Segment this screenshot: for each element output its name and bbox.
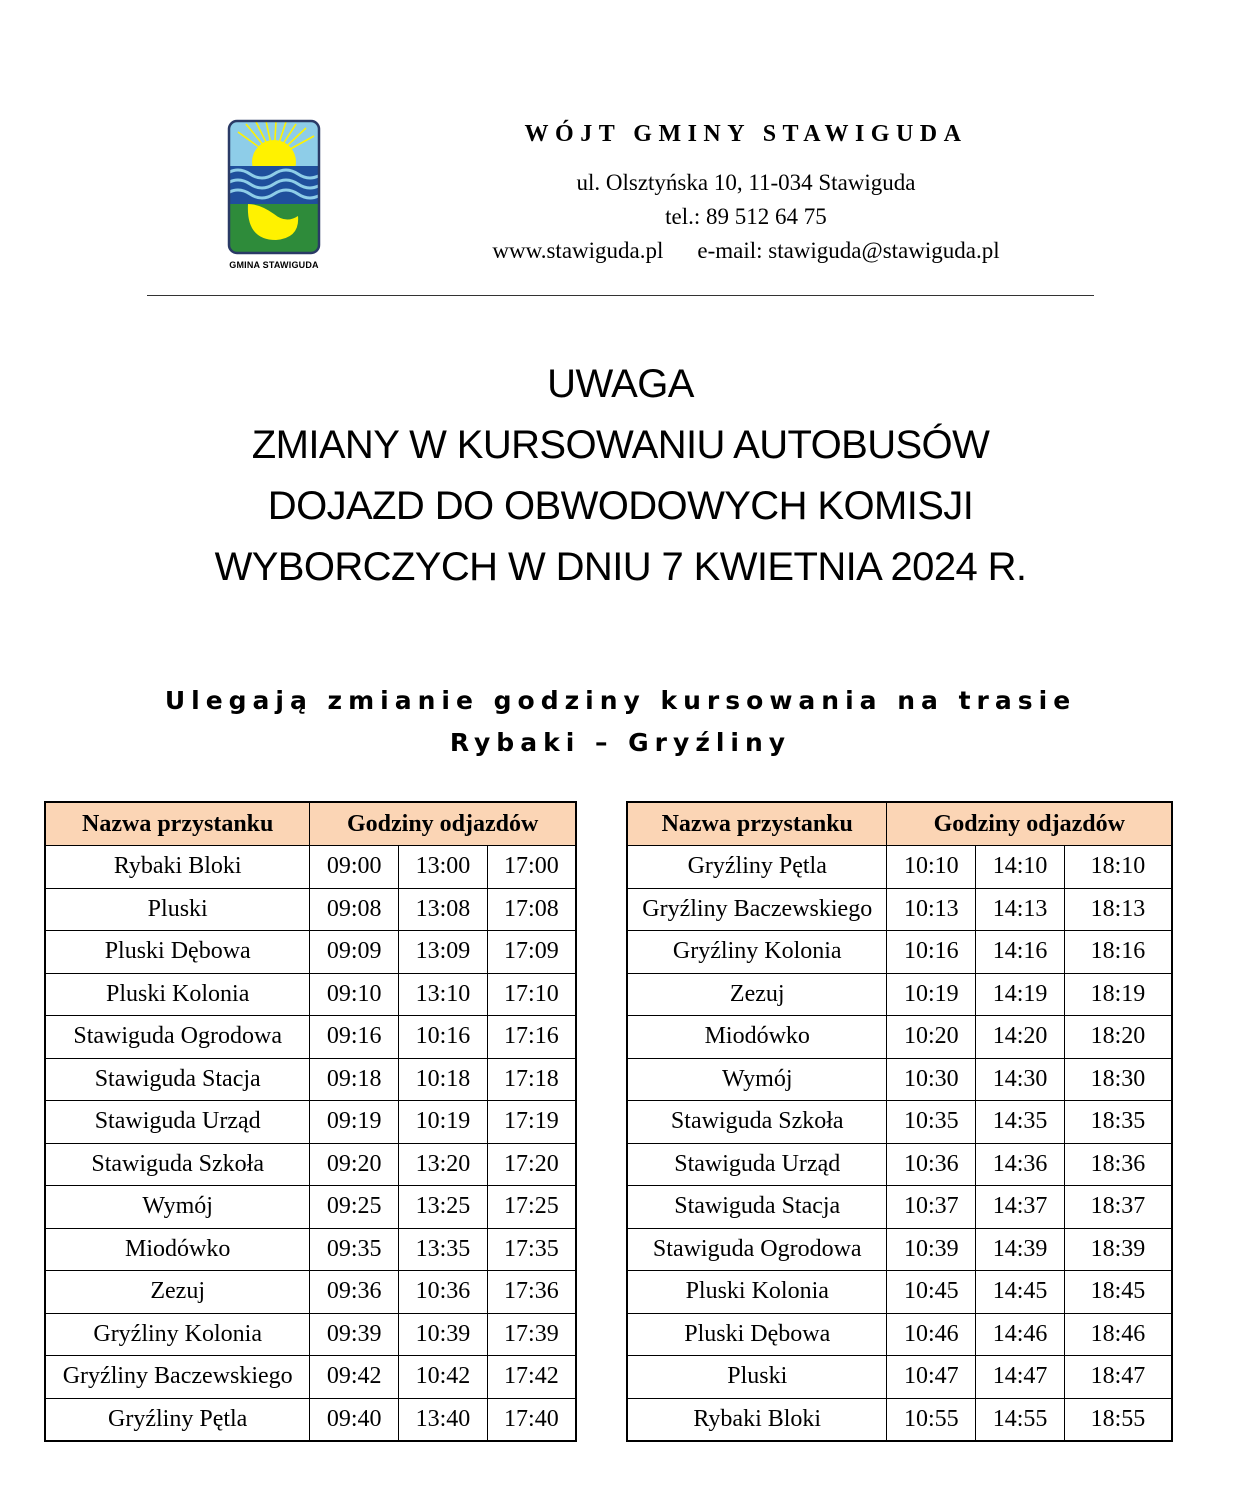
stop-name-cell: Pluski Dębowa [627, 1313, 887, 1356]
departure-time-cell: 14:19 [976, 973, 1065, 1016]
departure-time-cell: 09:19 [310, 1101, 399, 1144]
subtitle-line-2: Rybaki – Gryźliny [449, 728, 792, 757]
stop-name-cell: Rybaki Bloki [45, 846, 310, 889]
departure-time-cell: 18:36 [1064, 1143, 1172, 1186]
departure-time-cell: 14:35 [976, 1101, 1065, 1144]
departure-time-cell: 13:40 [399, 1398, 488, 1441]
stop-name-cell: Gryźliny Pętla [627, 846, 887, 889]
departure-time-cell: 13:09 [399, 931, 488, 974]
departure-time-cell: 09:08 [310, 888, 399, 931]
table-row [627, 1143, 1172, 1186]
stop-name-cell: Gryźliny Kolonia [45, 1313, 310, 1356]
departure-time-cell: 10:20 [887, 1016, 976, 1059]
departure-time-cell: 14:30 [976, 1058, 1065, 1101]
departure-time-cell: 13:20 [399, 1143, 488, 1186]
departure-time-cell: 17:40 [487, 1398, 576, 1441]
departure-time-cell: 17:20 [487, 1143, 576, 1186]
departure-time-cell: 13:25 [399, 1186, 488, 1229]
table-row [627, 1271, 1172, 1314]
departure-time-cell: 10:16 [399, 1016, 488, 1059]
departure-time-cell: 18:39 [1064, 1228, 1172, 1271]
departure-time-cell: 14:16 [976, 931, 1065, 974]
column-header-stop: Nazwa przystanku [627, 802, 887, 846]
departure-time-cell: 09:36 [310, 1271, 399, 1314]
departure-time-cell: 10:10 [887, 846, 976, 889]
notice-title [60, 354, 1181, 598]
departure-time-cell: 10:30 [887, 1058, 976, 1101]
table-row [45, 1228, 576, 1271]
departure-time-cell: 18:37 [1064, 1186, 1172, 1229]
departure-time-cell: 10:19 [887, 973, 976, 1016]
departure-time-cell: 09:00 [310, 846, 399, 889]
departure-time-cell: 10:18 [399, 1058, 488, 1101]
table-row [45, 1058, 576, 1101]
table-row [45, 1143, 576, 1186]
departure-time-cell: 09:10 [310, 973, 399, 1016]
departure-time-cell: 10:13 [887, 888, 976, 931]
table-row [45, 888, 576, 931]
stop-name-cell: Stawiguda Ogrodowa [45, 1016, 310, 1059]
stop-name-cell: Stawiguda Urząd [45, 1101, 310, 1144]
stop-name-cell: Zezuj [627, 973, 887, 1016]
departure-time-cell: 17:42 [487, 1356, 576, 1399]
departure-time-cell: 09:35 [310, 1228, 399, 1271]
departure-time-cell: 10:47 [887, 1356, 976, 1399]
table-row [627, 1398, 1172, 1441]
table-row [627, 1016, 1172, 1059]
stop-name-cell: Stawiguda Ogrodowa [627, 1228, 887, 1271]
table-row [45, 973, 576, 1016]
subtitle-line-1: Ulegają zmianie godziny kursowania na trasie [164, 686, 1077, 715]
address: ul. Olsztyńska 10, 11-034 Stawiguda [576, 170, 916, 195]
departure-time-cell: 09:09 [310, 931, 399, 974]
email-link[interactable]: e-mail: stawiguda@stawiguda.pl [697, 238, 1000, 263]
stop-name-cell: Pluski [45, 888, 310, 931]
stop-name-cell: Gryźliny Pętla [45, 1398, 310, 1441]
stop-name-cell: Pluski Kolonia [45, 973, 310, 1016]
stop-name-cell: Stawiguda Szkoła [627, 1101, 887, 1144]
departure-time-cell: 09:16 [310, 1016, 399, 1059]
table-row [45, 1356, 576, 1399]
table-row [627, 1101, 1172, 1144]
table-row [627, 1356, 1172, 1399]
table-row [627, 888, 1172, 931]
departure-time-cell: 18:46 [1064, 1313, 1172, 1356]
departure-time-cell: 10:37 [887, 1186, 976, 1229]
table-row [627, 1228, 1172, 1271]
departure-time-cell: 14:55 [976, 1398, 1065, 1441]
table-row [45, 1313, 576, 1356]
departure-time-cell: 18:47 [1064, 1356, 1172, 1399]
contact-line [440, 234, 1052, 268]
departure-time-cell: 09:42 [310, 1356, 399, 1399]
departure-time-cell: 09:40 [310, 1398, 399, 1441]
departure-time-cell: 17:39 [487, 1313, 576, 1356]
departure-time-cell: 10:36 [887, 1143, 976, 1186]
table-row [627, 973, 1172, 1016]
departure-time-cell: 17:25 [487, 1186, 576, 1229]
departure-time-cell: 14:10 [976, 846, 1065, 889]
stop-name-cell: Pluski [627, 1356, 887, 1399]
departure-time-cell: 18:35 [1064, 1101, 1172, 1144]
table-row [45, 931, 576, 974]
departure-time-cell: 10:39 [399, 1313, 488, 1356]
stop-name-cell: Stawiguda Szkoła [45, 1143, 310, 1186]
gmina-logo [226, 118, 322, 274]
departure-time-cell: 10:46 [887, 1313, 976, 1356]
departure-time-cell: 10:45 [887, 1271, 976, 1314]
stop-name-cell: Gryźliny Baczewskiego [45, 1356, 310, 1399]
departure-time-cell: 14:36 [976, 1143, 1065, 1186]
title-line-2: ZMIANY W KURSOWANIU AUTOBUSÓW [251, 423, 990, 467]
organization-name: WÓJT GMINY STAWIGUDA [524, 121, 968, 147]
table-row [627, 1313, 1172, 1356]
timetable-body [45, 846, 576, 1442]
departure-time-cell: 17:08 [487, 888, 576, 931]
title-line-3: DOJAZD DO OBWODOWYCH KOMISJI [267, 484, 974, 528]
table-row [45, 846, 576, 889]
table-row [627, 1186, 1172, 1229]
stop-name-cell: Stawiguda Urząd [627, 1143, 887, 1186]
departure-time-cell: 18:30 [1064, 1058, 1172, 1101]
table-row [45, 1398, 576, 1441]
stop-name-cell: Stawiguda Stacja [627, 1186, 887, 1229]
departure-time-cell: 10:16 [887, 931, 976, 974]
departure-time-cell: 17:18 [487, 1058, 576, 1101]
departure-time-cell: 10:35 [887, 1101, 976, 1144]
header-divider [147, 295, 1094, 296]
departure-time-cell: 14:39 [976, 1228, 1065, 1271]
departure-time-cell: 17:19 [487, 1101, 576, 1144]
departure-time-cell: 17:00 [487, 846, 576, 889]
departure-time-cell: 14:20 [976, 1016, 1065, 1059]
departure-time-cell: 17:09 [487, 931, 576, 974]
departure-time-cell: 17:10 [487, 973, 576, 1016]
departure-time-cell: 13:10 [399, 973, 488, 1016]
departure-time-cell: 14:37 [976, 1186, 1065, 1229]
table-row [627, 1058, 1172, 1101]
website-link[interactable]: www.stawiguda.pl [492, 238, 664, 263]
departure-time-cell: 09:20 [310, 1143, 399, 1186]
departure-time-cell: 09:25 [310, 1186, 399, 1229]
title-line-1: UWAGA [547, 362, 694, 406]
phone: tel.: 89 512 64 75 [665, 204, 827, 229]
departure-time-cell: 18:10 [1064, 846, 1172, 889]
table-row [45, 1186, 576, 1229]
logo-caption: GMINA STAWIGUDA [229, 260, 319, 270]
table-header-row [627, 802, 1172, 846]
table-row [627, 931, 1172, 974]
departure-time-cell: 18:20 [1064, 1016, 1172, 1059]
stop-name-cell: Gryźliny Baczewskiego [627, 888, 887, 931]
departure-time-cell: 14:13 [976, 888, 1065, 931]
stop-name-cell: Gryźliny Kolonia [627, 931, 887, 974]
table-row [45, 1271, 576, 1314]
timetable-gryzliny-rybaki [626, 801, 1173, 1442]
departure-time-cell: 17:36 [487, 1271, 576, 1314]
departure-time-cell: 18:16 [1064, 931, 1172, 974]
departure-time-cell: 10:36 [399, 1271, 488, 1314]
departure-time-cell: 13:35 [399, 1228, 488, 1271]
departure-time-cell: 14:47 [976, 1356, 1065, 1399]
stop-name-cell: Wymój [45, 1186, 310, 1229]
departure-time-cell: 09:39 [310, 1313, 399, 1356]
departure-time-cell: 10:39 [887, 1228, 976, 1271]
departure-time-cell: 14:46 [976, 1313, 1065, 1356]
table-row [627, 846, 1172, 889]
column-header-times: Godziny odjazdów [310, 802, 576, 846]
stop-name-cell: Zezuj [45, 1271, 310, 1314]
column-header-stop: Nazwa przystanku [45, 802, 310, 846]
stop-name-cell: Wymój [627, 1058, 887, 1101]
timetable-body [627, 846, 1172, 1442]
departure-time-cell: 10:42 [399, 1356, 488, 1399]
timetable-rybaki-gryzliny [44, 801, 577, 1442]
departure-time-cell: 13:08 [399, 888, 488, 931]
departure-time-cell: 18:55 [1064, 1398, 1172, 1441]
departure-time-cell: 09:18 [310, 1058, 399, 1101]
title-line-4: WYBORCZYCH W DNIU 7 KWIETNIA 2024 R. [214, 545, 1027, 589]
departure-time-cell: 14:45 [976, 1271, 1065, 1314]
departure-time-cell: 10:55 [887, 1398, 976, 1441]
stop-name-cell: Stawiguda Stacja [45, 1058, 310, 1101]
coat-of-arms-icon [226, 118, 322, 256]
departure-time-cell: 18:13 [1064, 888, 1172, 931]
departure-time-cell: 17:16 [487, 1016, 576, 1059]
column-header-times: Godziny odjazdów [887, 802, 1172, 846]
departure-time-cell: 18:45 [1064, 1271, 1172, 1314]
stop-name-cell: Miodówko [627, 1016, 887, 1059]
departure-time-cell: 10:19 [399, 1101, 488, 1144]
letterhead [440, 116, 1052, 268]
departure-time-cell: 13:00 [399, 846, 488, 889]
notice-subtitle [60, 680, 1181, 764]
table-row [45, 1101, 576, 1144]
stop-name-cell: Pluski Kolonia [627, 1271, 887, 1314]
table-row [45, 1016, 576, 1059]
stop-name-cell: Rybaki Bloki [627, 1398, 887, 1441]
stop-name-cell: Pluski Dębowa [45, 931, 310, 974]
stop-name-cell: Miodówko [45, 1228, 310, 1271]
table-header-row [45, 802, 576, 846]
departure-time-cell: 17:35 [487, 1228, 576, 1271]
departure-time-cell: 18:19 [1064, 973, 1172, 1016]
